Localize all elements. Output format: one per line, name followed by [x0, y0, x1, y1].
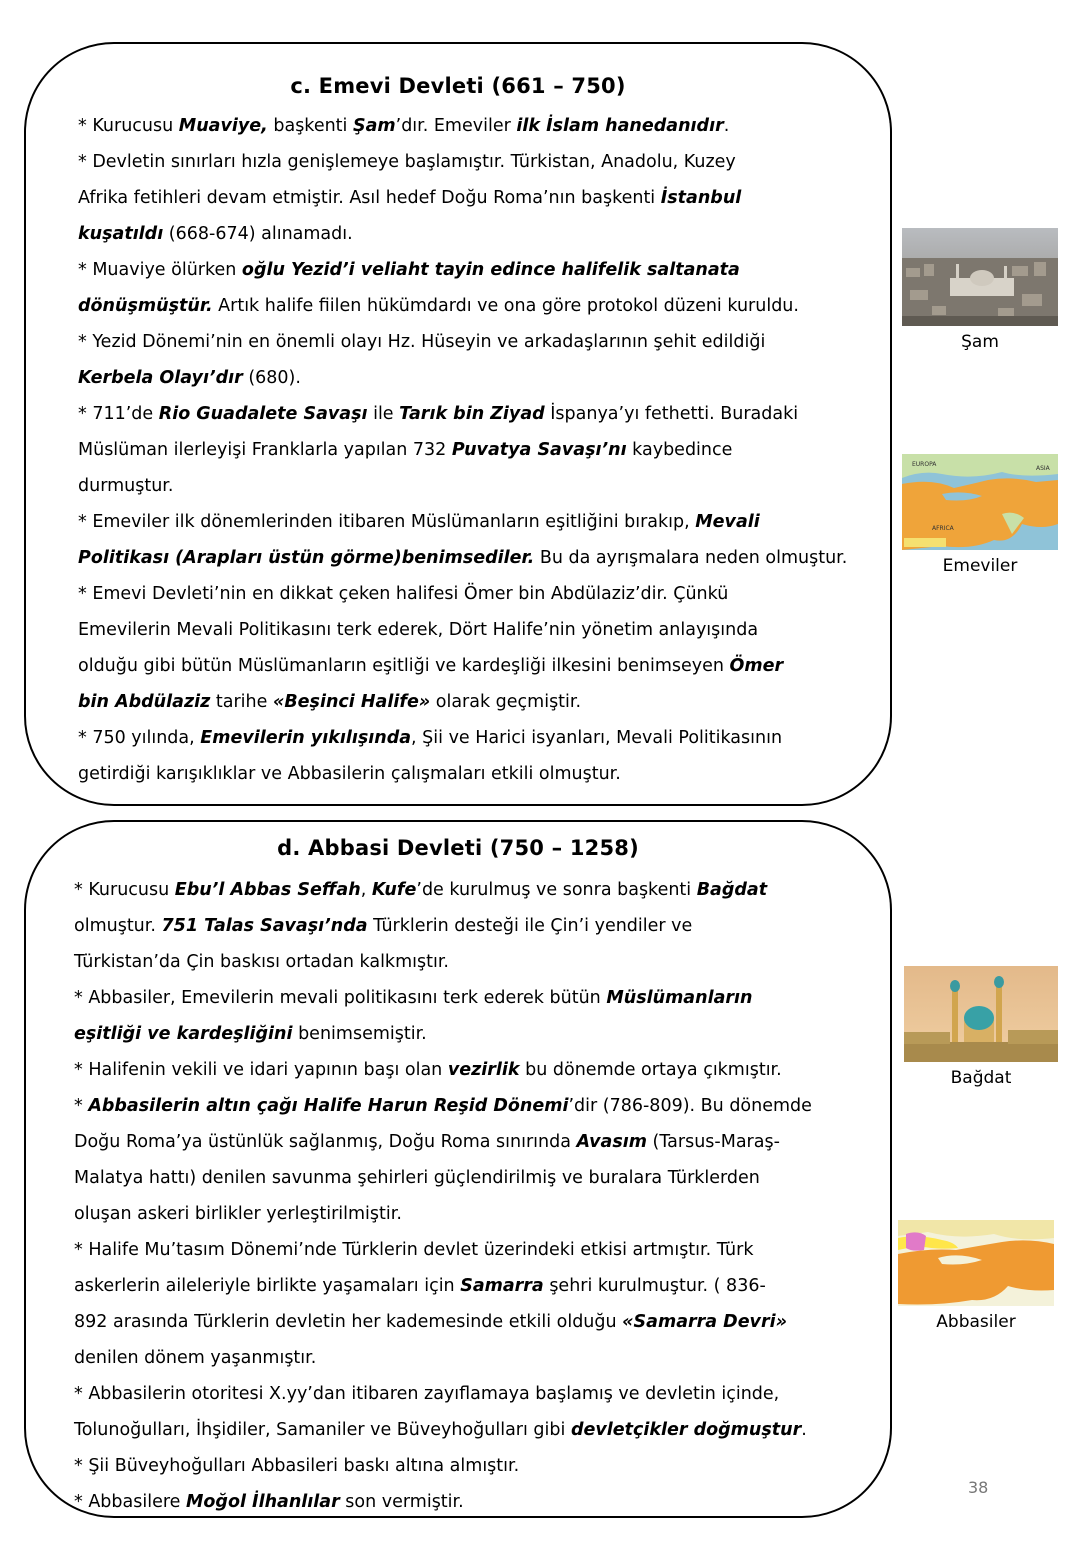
emevi-line — [78, 396, 847, 432]
page-number: 38 — [968, 1478, 989, 1497]
emphasis-text: Puvatya Savaşı’nı — [451, 440, 627, 460]
emeviler-figure — [902, 454, 1058, 576]
body-text: Afrika fetihleri devam etmiştir. Asıl hedef Doğu Roma’nın başkenti — [78, 188, 661, 208]
bagdat-figure — [904, 966, 1058, 1088]
body-text: durmuştur. — [78, 476, 174, 496]
abbasi-line — [74, 908, 812, 944]
emphasis-text: Mevali — [695, 512, 760, 532]
abbasi-line — [74, 1304, 812, 1340]
abbasi-line — [74, 1016, 812, 1052]
body-text: * Devletin sınırları hızla genişlemeye başlamıştır. Türkistan, Anadolu, Kuzey — [78, 152, 736, 172]
abbasiler-figure — [898, 1220, 1054, 1332]
emevi-line — [78, 540, 847, 576]
sam-photo — [902, 228, 1058, 326]
body-text: * 750 yılında, — [78, 728, 201, 748]
emphasis-text: Ebu’l Abbas Seffah — [174, 880, 361, 900]
emevi-line — [78, 144, 847, 180]
body-text: * 711’de — [78, 404, 159, 424]
emevi-line — [78, 216, 847, 252]
emphasis-text: İstanbul — [660, 188, 742, 208]
abbasi-line — [74, 1232, 812, 1268]
emeviler-caption: Emeviler — [942, 556, 1018, 576]
emevi-line — [78, 756, 847, 792]
body-text: tarihe — [210, 692, 273, 712]
body-text: olarak geçmiştir. — [430, 692, 582, 712]
emphasis-text: Müslümanların — [606, 988, 753, 1008]
body-text: Müslüman ilerleyişi Franklarla yapılan 732 — [78, 440, 452, 460]
abbasi-line — [74, 1052, 812, 1088]
abbasi-line — [74, 1160, 812, 1196]
body-text: * Abbasilere — [74, 1492, 186, 1512]
sam-caption: Şam — [961, 332, 999, 352]
emphasis-text: Bağdat — [696, 880, 768, 900]
emevi-line — [78, 648, 847, 684]
map-label-africa: AFRICA — [932, 525, 954, 532]
body-text: * — [74, 1096, 89, 1116]
emphasis-text: Moğol İlhanlılar — [185, 1492, 340, 1512]
emphasis-text: Kufe — [371, 880, 417, 900]
abbasi-title: d. Abbasi Devleti (750 – 1258) — [277, 836, 639, 860]
emphasis-text: vezirlik — [447, 1060, 520, 1080]
body-text: * Muaviye ölürken — [78, 260, 242, 280]
body-text: olmuştur. — [74, 916, 162, 936]
body-text: Bu da ayrışmalara neden olmuştur. — [534, 548, 848, 568]
emevi-line — [78, 288, 847, 324]
body-text: ’dir (786-809). Bu dönemde — [568, 1096, 812, 1116]
abbasi-line — [74, 980, 812, 1016]
emeviler-map — [902, 454, 1058, 550]
emphasis-text: Ömer — [729, 656, 784, 676]
body-text: şehri kurulmuştur. ( 836- — [543, 1276, 766, 1296]
emevi-line — [78, 684, 847, 720]
body-text: Tolunoğulları, İhşidiler, Samaniler ve Büveyhoğulları gibi — [74, 1420, 571, 1440]
emphasis-text: kuşatıldı — [78, 224, 164, 244]
body-text: oluşan askeri birlikler yerleştirilmiştir. — [74, 1204, 402, 1224]
body-text: ’de kurulmuş ve sonra başkenti — [416, 880, 697, 900]
abbasi-line — [74, 1088, 812, 1124]
body-text: * Kurucusu — [78, 116, 179, 136]
body-text: * Abbasiler, Emevilerin mevali politikasını terk ederek bütün — [74, 988, 607, 1008]
body-text: * Halifenin vekili ve idari yapının başı olan — [74, 1060, 448, 1080]
body-text: son vermiştir. — [339, 1492, 464, 1512]
abbasi-line — [74, 1124, 812, 1160]
abbasiler-caption: Abbasiler — [936, 1312, 1016, 1332]
body-text: denilen dönem yaşanmıştır. — [74, 1348, 317, 1368]
abbasi-text — [74, 872, 812, 1520]
body-text: * Yezid Dönemi’nin en önemli olayı Hz. Hüseyin ve arkadaşlarının şehit edildiği — [78, 332, 766, 352]
emphasis-text: Tarık bin Ziyad — [399, 404, 545, 424]
emphasis-text: Rio Guadalete Savaşı — [158, 404, 368, 424]
emevi-line — [78, 360, 847, 396]
emevi-title: c. Emevi Devleti (661 – 750) — [290, 74, 626, 98]
body-text: benimsemiştir. — [292, 1024, 427, 1044]
emphasis-text: Şam — [352, 116, 396, 136]
body-text: ’dır. Emeviler — [395, 116, 517, 136]
emphasis-text: devletçikler doğmuştur — [570, 1420, 802, 1440]
body-text: (668-674) alınamadı. — [163, 224, 353, 244]
emevi-line — [78, 252, 847, 288]
emphasis-text: Muaviye, — [178, 116, 268, 136]
bagdat-photo — [904, 966, 1058, 1062]
emphasis-text: dönüşmüştür. — [78, 296, 213, 316]
emphasis-text: «Samarra Devri» — [622, 1312, 787, 1332]
emevi-section — [24, 42, 892, 806]
abbasi-line — [74, 1268, 812, 1304]
body-text: * Kurucusu — [74, 880, 175, 900]
emphasis-text: bin Abdülaziz — [78, 692, 211, 712]
body-text: bu dönemde ortaya çıkmıştır. — [519, 1060, 782, 1080]
body-text: (Tarsus-Maraş- — [646, 1132, 780, 1152]
emevi-line — [78, 576, 847, 612]
emevi-line — [78, 720, 847, 756]
abbasi-line — [74, 1484, 812, 1520]
body-text: Türkistan’da Çin baskısı ortadan kalkmıştır. — [74, 952, 449, 972]
emphasis-text: Politikası (Arapları üstün görme)benimsediler. — [78, 548, 535, 568]
emphasis-text: Samarra — [460, 1276, 544, 1296]
emphasis-text: Avasım — [576, 1132, 647, 1152]
body-text: 892 arasında Türklerin devletin her kademesinde etkili olduğu — [74, 1312, 623, 1332]
abbasi-line — [74, 872, 812, 908]
body-text: , — [360, 880, 372, 900]
map-label-asia: ASIA — [1036, 465, 1050, 472]
emevi-line — [78, 468, 847, 504]
body-text: * Emevi Devleti’nin en dikkat çeken halifesi Ömer bin Abdülaziz’dir. Çünkü — [78, 584, 729, 604]
body-text: başkenti — [267, 116, 353, 136]
body-text: askerlerin aileleriyle birlikte yaşamaları için — [74, 1276, 461, 1296]
body-text: , Şii ve Harici isyanları, Mevali Politikasının — [411, 728, 783, 748]
body-text: * Abbasilerin otoritesi X.yy’dan itibaren zayıflamaya başlamış ve devletin içinde, — [74, 1384, 780, 1404]
abbasi-line — [74, 1412, 812, 1448]
emevi-line — [78, 612, 847, 648]
emphasis-text: ilk İslam hanedanıdır — [516, 116, 724, 136]
body-text: * Emeviler ilk dönemlerinden itibaren Müslümanların eşitliğini bırakıp, — [78, 512, 696, 532]
emphasis-text: eşitliği ve kardeşliğini — [74, 1024, 293, 1044]
emphasis-text: Emevilerin yıkılışında — [200, 728, 412, 748]
emevi-line — [78, 432, 847, 468]
abbasi-line — [74, 1448, 812, 1484]
body-text: Türklerin desteği ile Çin’i yendiler ve — [367, 916, 693, 936]
body-text: Emevilerin Mevali Politikasını terk ederek, Dört Halife’nin yönetim anlayışında — [78, 620, 759, 640]
emphasis-text: 751 Talas Savaşı’nda — [161, 916, 368, 936]
body-text: . — [801, 1420, 807, 1440]
body-text: kaybedince — [626, 440, 733, 460]
body-text: (680). — [242, 368, 301, 388]
emevi-line — [78, 504, 847, 540]
body-text: Artık halife fiilen hükümdardı ve ona göre protokol düzeni kuruldu. — [212, 296, 799, 316]
body-text: İspanya’yı fethetti. Buradaki — [544, 404, 799, 424]
emphasis-text: oğlu Yezid’i veliaht tayin edince halifelik saltanata — [241, 260, 740, 280]
body-text: ile — [367, 404, 400, 424]
abbasi-line — [74, 1340, 812, 1376]
emphasis-text: «Beşinci Halife» — [272, 692, 431, 712]
emevi-line — [78, 108, 847, 144]
emevi-line — [78, 180, 847, 216]
emevi-text — [78, 108, 847, 792]
map-label-europa: EUROPA — [912, 461, 937, 468]
body-text: . — [723, 116, 730, 136]
body-text: * Şii Büveyhoğulları Abbasileri baskı altına almıştır. — [74, 1456, 520, 1476]
abbasi-line — [74, 1376, 812, 1412]
abbasi-line — [74, 1196, 812, 1232]
body-text: getirdiği karışıklıklar ve Abbasilerin çalışmaları etkili olmuştur. — [78, 764, 621, 784]
emphasis-text: Abbasilerin altın çağı Halife Harun Reşid Dönemi — [88, 1096, 569, 1116]
body-text: Malatya hattı) denilen savunma şehirleri güçlendirilmiş ve buralara Türklerden — [74, 1168, 760, 1188]
emevi-line — [78, 324, 847, 360]
body-text: Doğu Roma’ya üstünlük sağlanmış, Doğu Roma sınırında — [74, 1132, 577, 1152]
abbasi-line — [74, 944, 812, 980]
body-text: * Halife Mu’tasım Dönemi’nde Türklerin devlet üzerindeki etkisi artmıştır. Türk — [74, 1240, 754, 1260]
sam-figure — [902, 228, 1058, 352]
emphasis-text: Kerbela Olayı’dır — [78, 368, 243, 388]
abbasi-section — [24, 820, 892, 1518]
abbasiler-map — [898, 1220, 1054, 1306]
bagdat-caption: Bağdat — [950, 1068, 1012, 1088]
body-text: olduğu gibi bütün Müslümanların eşitliği ve kardeşliği ilkesini benimseyen — [78, 656, 730, 676]
